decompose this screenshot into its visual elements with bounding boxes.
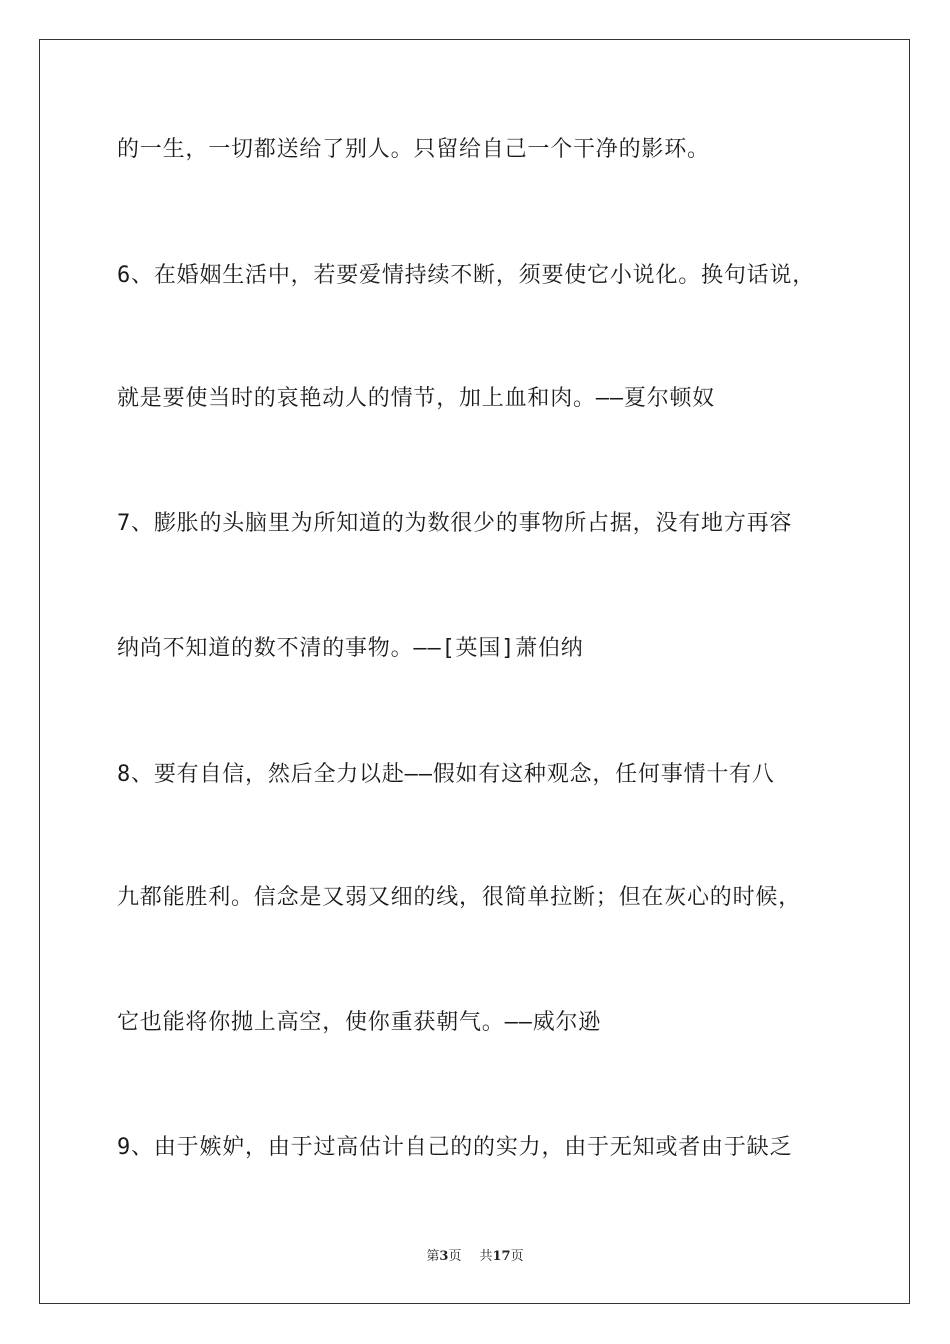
page-footer — [0, 1249, 950, 1265]
page-suffix: 页 — [448, 1249, 462, 1264]
text-line-3: 就是要使当时的哀艳动人的情节，加上血和肉。——夏尔顿奴 — [117, 386, 716, 411]
page-prefix: 第 — [426, 1249, 440, 1264]
text-line-2: 6、在婚姻生活中，若要爱情持续不断，须要使它小说化。换句话说， — [117, 263, 816, 288]
page-number: 3 — [439, 1249, 449, 1264]
text-line-9: 9、由于嫉妒，由于过高估计自己的的实力，由于无知或者由于缺乏 — [117, 1135, 793, 1160]
total-suffix: 页 — [510, 1249, 524, 1264]
text-line-6: 8、要有自信，然后全力以赴——假如有这种观念，任何事情十有八 — [117, 762, 775, 787]
text-line-5: 纳尚不知道的数不清的事物。——[英国]萧伯纳 — [117, 636, 584, 661]
total-pages: 17 — [492, 1249, 511, 1264]
text-line-8: 它也能将你抛上高空，使你重获朝气。——威尔逊 — [117, 1010, 602, 1035]
text-line-4: 7、膨胀的头脑里为所知道的为数很少的事物所占据，没有地方再容 — [117, 511, 793, 536]
text-line-7: 九都能胜利。信念是又弱又细的线，很简单拉断；但在灰心的时候， — [117, 885, 802, 910]
total-prefix: 共 — [479, 1249, 493, 1264]
text-line-1: 的一生，一切都送给了别人。只留给自己一个干净的影环。 — [117, 137, 710, 162]
page-border — [39, 39, 910, 1304]
